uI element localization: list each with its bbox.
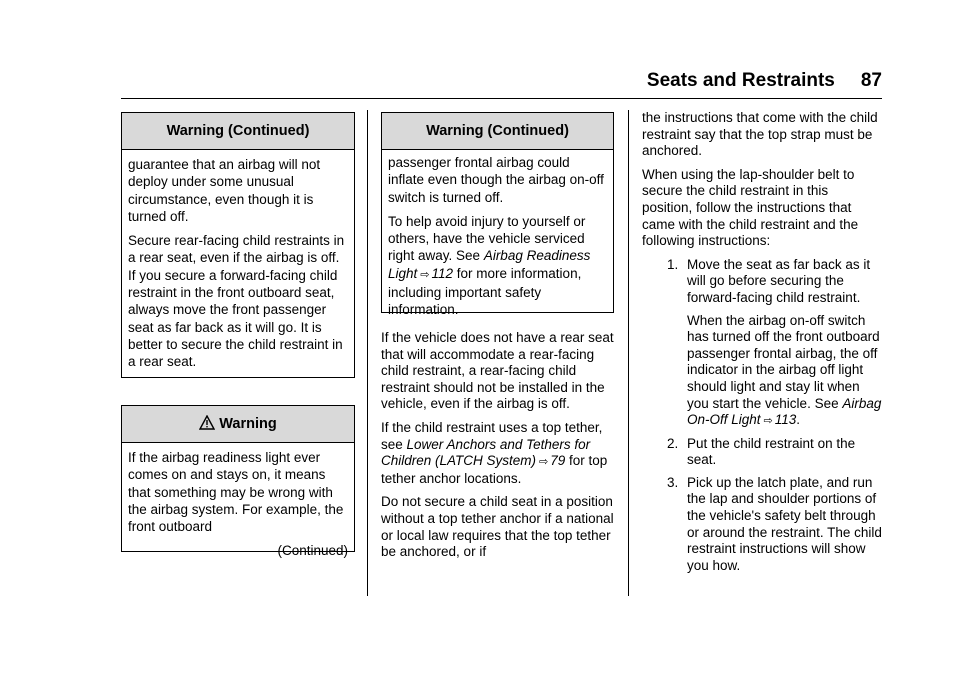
body-paragraph: If the vehicle does not have a rear seat that will accommodate a rear-facing child restraint, a rear-facing child restraint should not be installed in the vehicle, even if the airbag is off.	[381, 330, 614, 412]
step-text: Put the child restraint on the seat.	[687, 435, 856, 468]
text-span: for top tether anchor locations.	[381, 453, 608, 486]
list-item	[642, 257, 882, 430]
warning-paragraph: passenger frontal airbag could inflate even though the airbag on-off switch is turned off.	[388, 155, 604, 205]
warning-paragraph: Secure rear-facing child restraints in a rear seat, even if the airbag is off. If you secure a forward-facing child restraint in the front outboard seat, always move the front passenger seat as far back as it will go. It is better to secure the child restraint in a rear seat.	[128, 233, 345, 370]
warning-box-body	[382, 150, 613, 327]
body-paragraph: When using the lap-shoulder belt to secure the child restraint in this position, follow the instructions that came with the child restraint and the following instructions:	[642, 166, 859, 249]
step-number: 3.	[667, 474, 679, 490]
body-paragraph: the instructions that come with the child restraint say that the top strap must be anchored.	[642, 110, 878, 159]
warning-paragraph: guarantee that an airbag will not deploy under some unusual circumstance, even though it is turned off.	[128, 157, 321, 224]
list-item	[642, 475, 882, 575]
body-paragraph	[381, 420, 614, 487]
section-title: Seats and Restraints	[646, 70, 835, 91]
step-text: Move the seat as far back as it will go before securing the forward-facing child restraint.	[687, 256, 871, 305]
page-reference[interactable]: 79	[550, 453, 566, 469]
list-item	[642, 436, 882, 469]
continued-label: (Continued)	[277, 543, 348, 559]
page-ref-arrow-icon: ⇨	[420, 268, 430, 281]
body-paragraph: Do not secure a child seat in a position without a top tether anchor if a national or local law requires that the top tether be anchored, or if	[381, 494, 614, 560]
text-span: To help avoid injury to yourself or others, have the vehicle serviced right away. See	[388, 213, 586, 264]
cross-reference-link[interactable]: Lower Anchors and Tethers for Children (LATCH System)	[381, 436, 591, 469]
warning-triangle-icon	[199, 415, 215, 434]
warning-box-continued-2	[381, 112, 614, 318]
step-note	[687, 313, 882, 430]
instruction-list	[642, 257, 882, 575]
warning-box-title: Warning (Continued)	[382, 113, 613, 150]
warning-box-body	[122, 150, 354, 379]
warning-box	[121, 405, 355, 559]
warning-box-body	[122, 443, 354, 564]
text-span: When the airbag on-off switch has turned off the front outboard passenger frontal airbag, the off indicator in the airbag off light should light and stay lit when you start the vehicle. See	[687, 312, 880, 411]
header-rule	[121, 98, 882, 99]
text-span: .	[796, 412, 801, 428]
warning-box-title: Warning (Continued)	[122, 113, 354, 150]
warning-box-continued-1	[121, 112, 355, 378]
warning-paragraph: If the airbag readiness light ever comes on and stays on, it means that something may be wrong with the airbag system. For example, the front outboard	[128, 450, 344, 535]
page-ref-arrow-icon: ⇨	[539, 456, 549, 469]
column-divider-1	[367, 110, 368, 596]
step-number: 2.	[667, 435, 679, 451]
page-reference[interactable]: 112	[431, 265, 454, 281]
warning-paragraph	[388, 213, 607, 319]
step-text: Pick up the latch plate, and run the lap and shoulder portions of the vehicle's safety belt through or around the restraint. The child restraint instructions will show you how.	[687, 474, 882, 573]
column-2-text	[381, 330, 614, 568]
page-ref-arrow-icon: ⇨	[763, 415, 773, 428]
warning-box-title: Warning	[219, 416, 277, 432]
page-reference[interactable]: 113	[774, 412, 797, 428]
text-span: for more information, including important safety information.	[388, 265, 582, 318]
page-header	[610, 70, 882, 96]
cross-reference-link[interactable]: Airbag On-Off Light	[687, 395, 882, 428]
step-number: 1.	[667, 256, 679, 272]
column-divider-2	[628, 110, 629, 596]
cross-reference-link[interactable]: Airbag Readiness Light	[388, 248, 591, 281]
page-number: 87	[860, 70, 882, 91]
column-3-text	[642, 110, 882, 580]
text-span: If the child restraint uses a top tether, see	[381, 419, 603, 452]
warning-box-header	[122, 406, 354, 443]
